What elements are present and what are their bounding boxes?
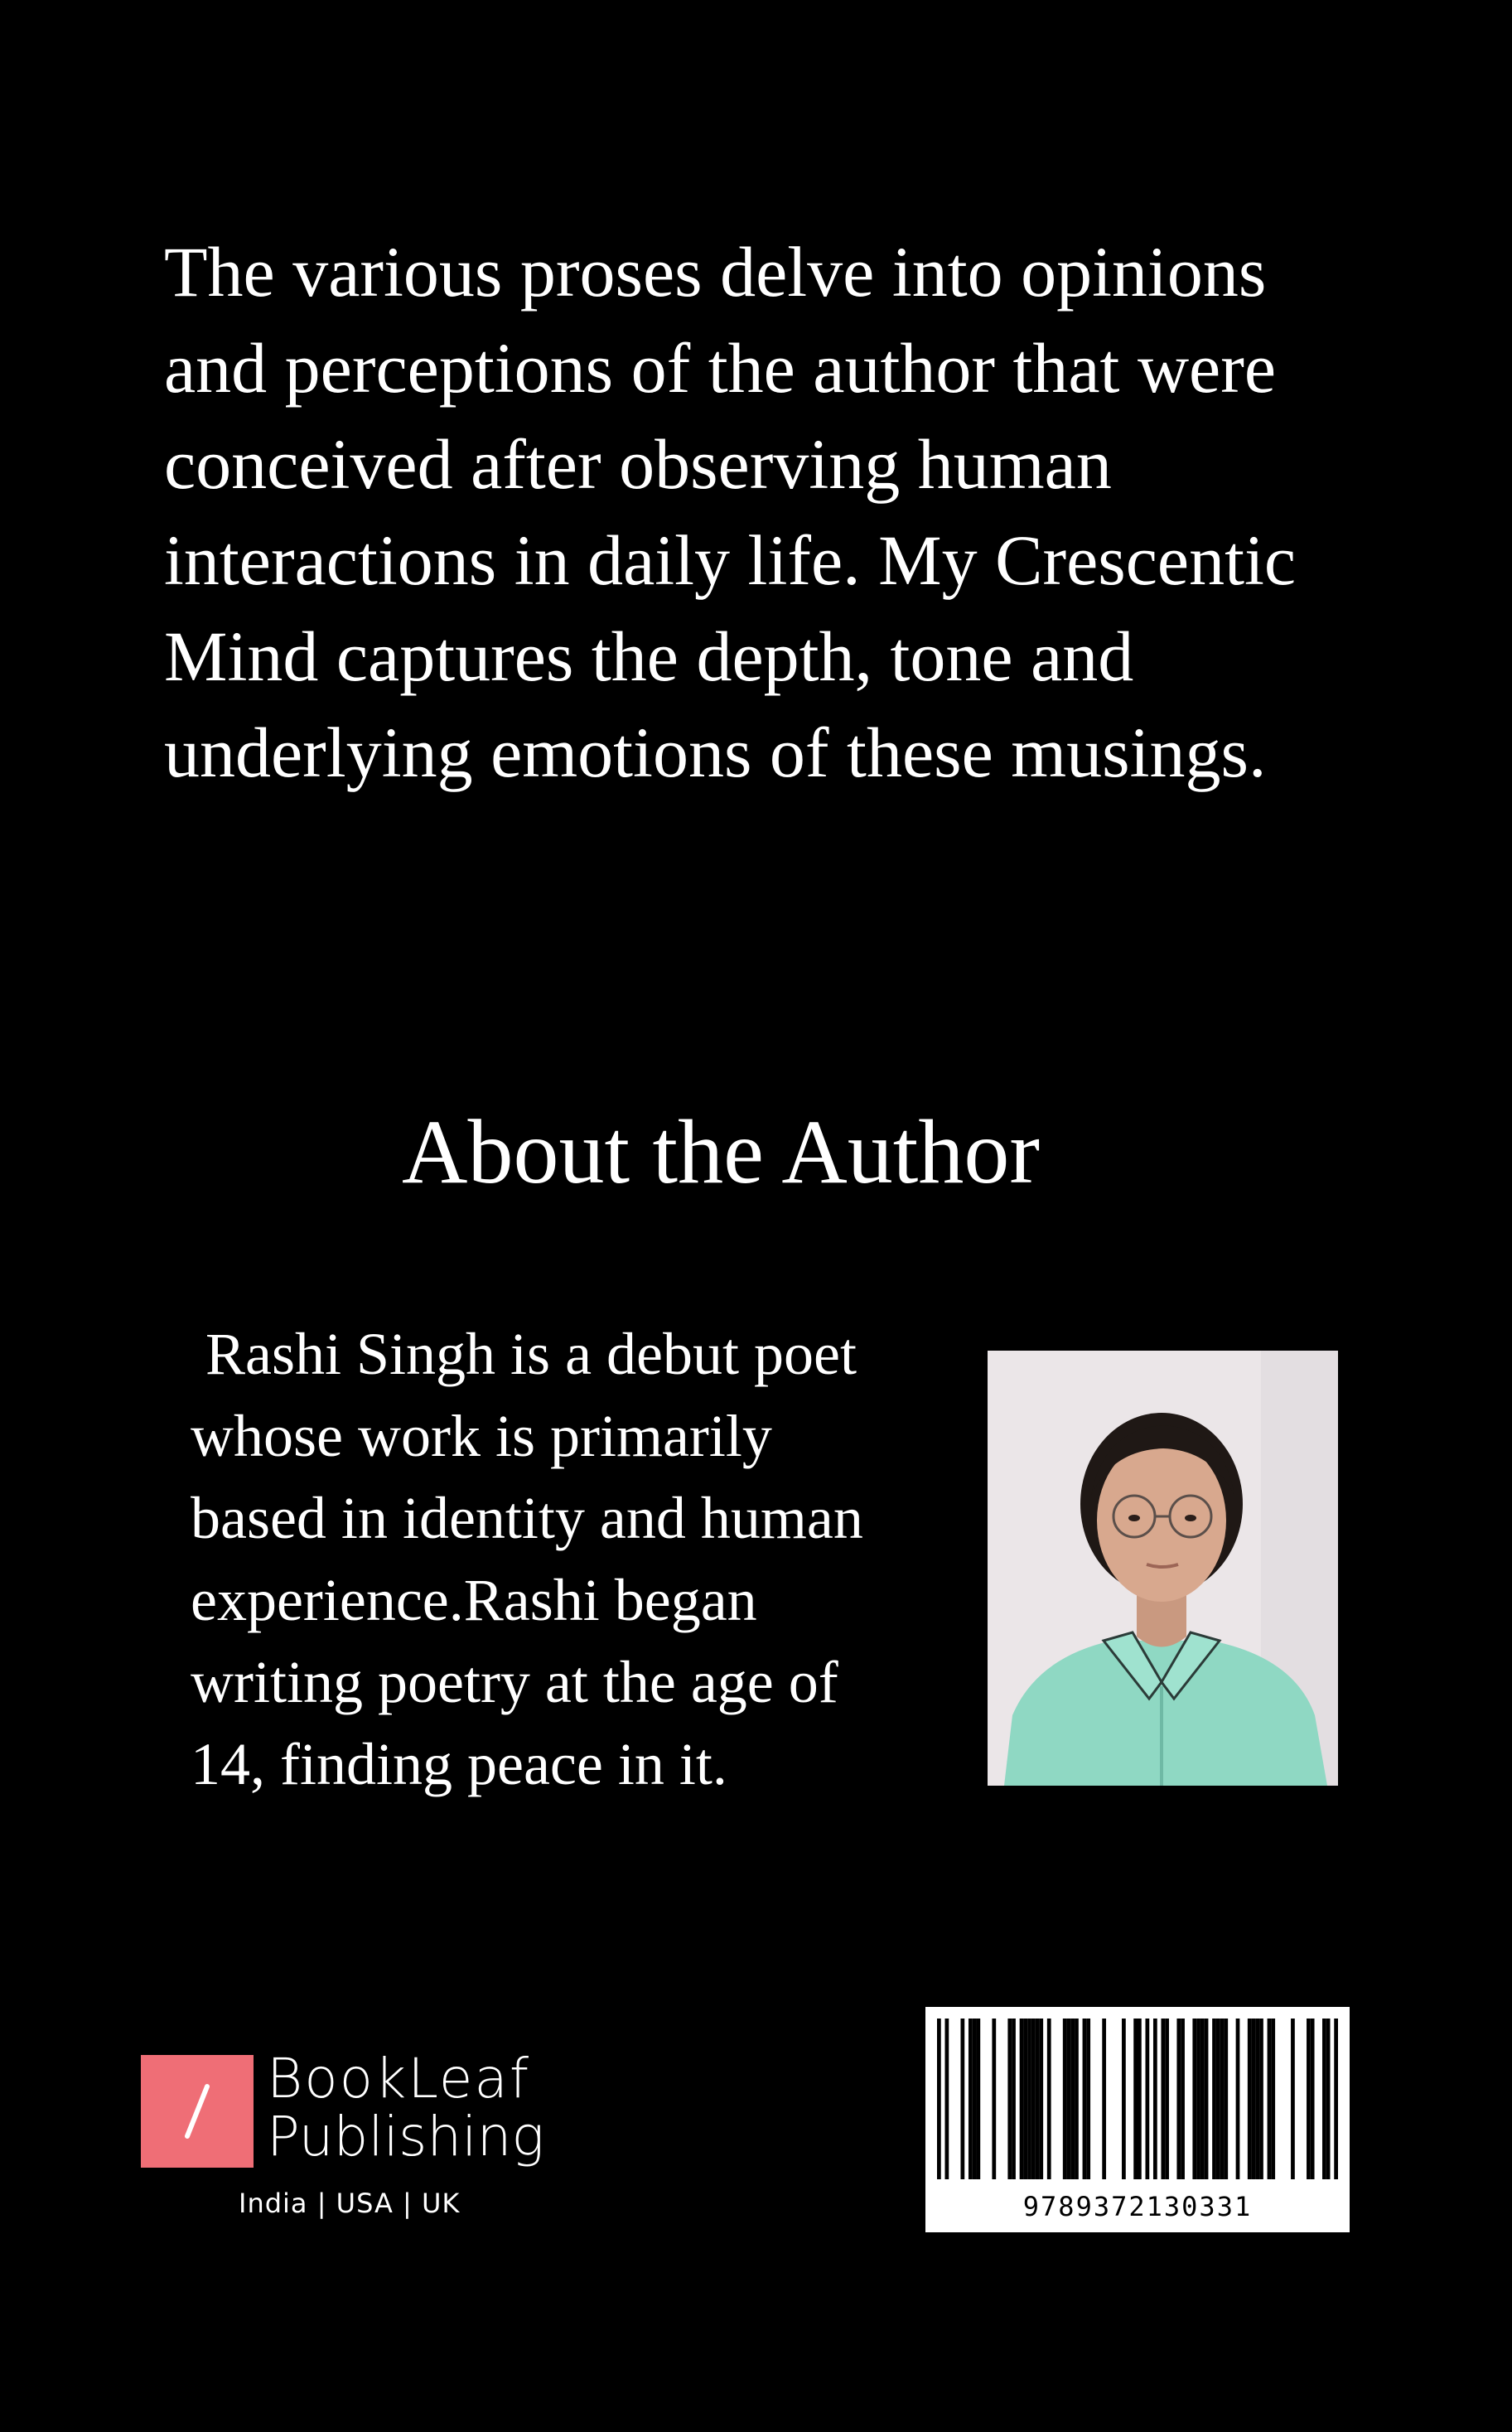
- barcode-bar: [1271, 2019, 1275, 2179]
- barcode-bar: [1007, 2019, 1012, 2179]
- barcode-bar: [1067, 2019, 1071, 2179]
- barcode-bar: [1031, 2019, 1036, 2179]
- barcode-bar: [1255, 2019, 1259, 2179]
- bio-line: experience.Rashi began: [191, 1567, 757, 1633]
- isbn-barcode: [925, 2007, 1350, 2232]
- barcode-bar: [1027, 2019, 1031, 2179]
- blurb-line: Mind captures the depth, tone and: [164, 616, 1134, 696]
- barcode-bar: [1268, 2019, 1272, 2179]
- barcode-bar: [1165, 2019, 1169, 2179]
- back-cover-blurb: [164, 224, 1374, 800]
- bio-line: writing poetry at the age of: [191, 1649, 838, 1715]
- barcode-bar: [1039, 2019, 1043, 2179]
- barcode-bar: [1205, 2019, 1209, 2179]
- barcode-bar: [1102, 2019, 1106, 2179]
- barcode-bar: [1063, 2019, 1067, 2179]
- barcode-bar: [1122, 2019, 1126, 2179]
- bio-line: based in identity and human: [191, 1485, 863, 1551]
- barcode-bar: [1181, 2019, 1185, 2179]
- barcode-bar: [960, 2019, 964, 2179]
- barcode-bar: [1326, 2019, 1331, 2179]
- barcode-bar: [1196, 2019, 1200, 2179]
- publisher-name-line2: Publishing: [267, 2105, 545, 2168]
- barcode-bar: [1248, 2019, 1252, 2179]
- barcode-bar: [1070, 2019, 1075, 2179]
- bio-line: Rashi Singh is a debut poet: [191, 1321, 857, 1387]
- barcode-bar: [1192, 2019, 1196, 2179]
- publisher-logo: [141, 2047, 572, 2237]
- barcode-bar: [973, 2019, 977, 2179]
- blurb-line: underlying emotions of these musings.: [164, 713, 1267, 792]
- barcode-bar: [1291, 2019, 1295, 2179]
- blurb-line: and perceptions of the author that were: [164, 328, 1277, 408]
- about-author-heading: About the Author: [402, 1101, 1040, 1202]
- barcode-bar: [1259, 2019, 1263, 2179]
- barcode-bar: [1133, 2019, 1138, 2179]
- publisher-logo-mark: [141, 2055, 254, 2168]
- author-photo: [988, 1351, 1338, 1786]
- barcode-bar: [1075, 2019, 1079, 2179]
- barcode-bar: [976, 2019, 980, 2179]
- barcode-bar: [1334, 2019, 1338, 2179]
- barcode-bar: [1083, 2019, 1087, 2179]
- barcode-bar: [1236, 2019, 1240, 2179]
- bio-line: 14, finding peace in it.: [191, 1731, 727, 1797]
- barcode-bar: [1212, 2019, 1216, 2179]
- barcode-bar: [992, 2019, 996, 2179]
- barcode-bar: [1036, 2019, 1040, 2179]
- barcode-bar: [1047, 2019, 1051, 2179]
- barcode-bar: [1311, 2019, 1315, 2179]
- barcode-bar: [1138, 2019, 1142, 2179]
- barcode-bar: [1216, 2019, 1220, 2179]
- blurb-line: The various proses delve into opinions: [164, 232, 1267, 312]
- publisher-regions: India | USA | UK: [239, 2188, 461, 2219]
- barcode-bar: [1252, 2019, 1256, 2179]
- barcode-bar: [969, 2019, 973, 2179]
- barcode-bar: [1086, 2019, 1090, 2179]
- publisher-name-line1: BookLeaf: [267, 2047, 531, 2110]
- barcode-bar: [1322, 2019, 1326, 2179]
- isbn-number: 9789372130331: [1022, 2191, 1253, 2222]
- bio-line: whose work is primarily: [191, 1403, 772, 1469]
- barcode-bar: [1200, 2019, 1205, 2179]
- blurb-line: conceived after observing human: [164, 424, 1112, 504]
- barcode-bar: [937, 2019, 941, 2179]
- blurb-line: interactions in daily life. My Crescentic: [164, 520, 1297, 600]
- barcode-bar: [1307, 2019, 1311, 2179]
- barcode-bar: [1220, 2019, 1225, 2179]
- barcode-bar: [1023, 2019, 1027, 2179]
- barcode-bar: [1224, 2019, 1228, 2179]
- barcode-bar: [1145, 2019, 1149, 2179]
- barcode-bar: [1176, 2019, 1181, 2179]
- author-bio: [191, 1313, 936, 1806]
- barcode-bar: [1020, 2019, 1024, 2179]
- barcode-bar: [1153, 2019, 1157, 2179]
- barcode-bar: [1012, 2019, 1016, 2179]
- barcode-bar: [944, 2019, 949, 2179]
- barcode-bar: [1161, 2019, 1165, 2179]
